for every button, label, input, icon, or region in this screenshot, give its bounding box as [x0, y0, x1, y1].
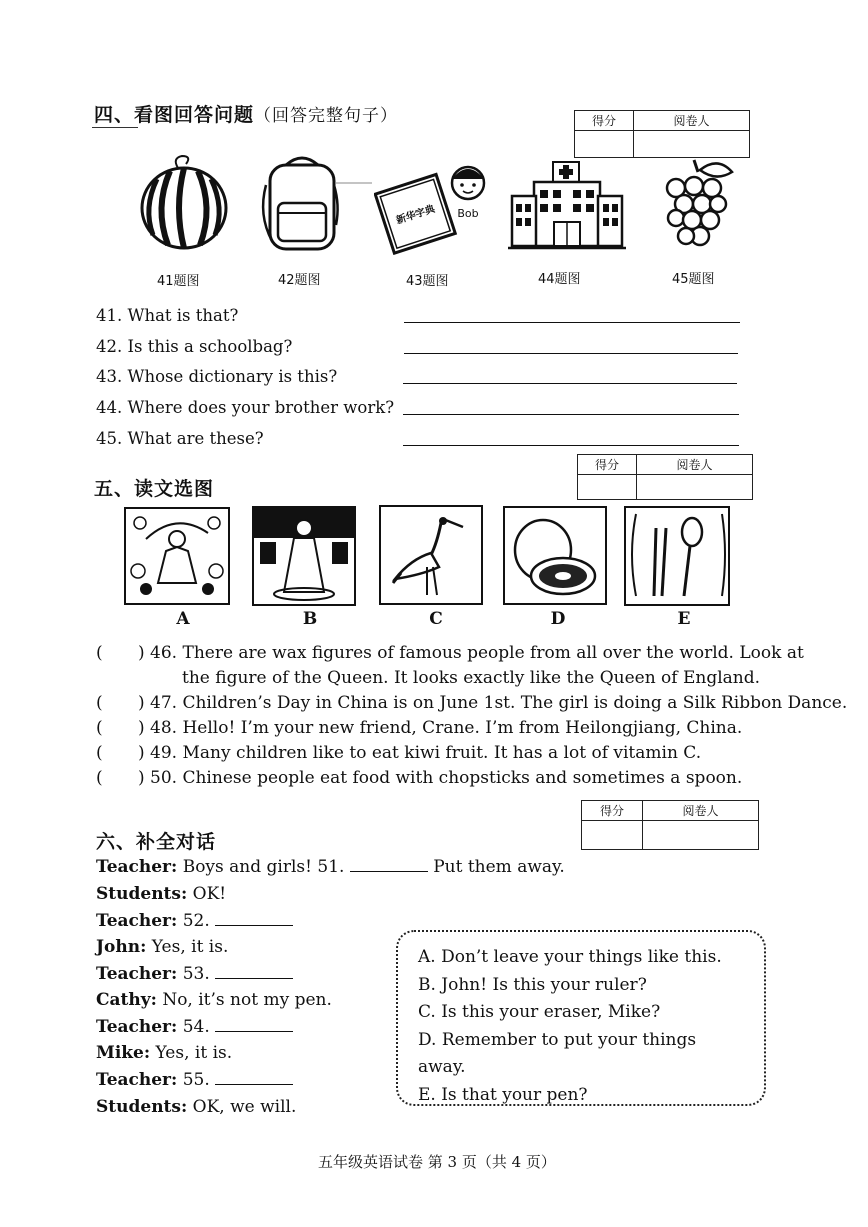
- score-label: 得分: [575, 111, 634, 131]
- blank-55[interactable]: [215, 1070, 293, 1085]
- dialogue-line-6: [96, 990, 332, 1010]
- watermelon-picture: [136, 152, 234, 252]
- dictionary-cover-text: 新华字典: [394, 203, 437, 227]
- item-46-paren[interactable]: (: [96, 643, 103, 663]
- answer-line-42[interactable]: [404, 353, 738, 354]
- item-50: ) 50. Chinese people eat food with chopsticks and sometimes a spoon.: [138, 768, 743, 788]
- answer-line-44[interactable]: [403, 414, 739, 415]
- item-48: ) 48. Hello! I’m your new friend, Crane. I’m from Heilongjiang, China.: [138, 718, 743, 738]
- grader-cell[interactable]: [637, 475, 753, 500]
- speaker: Teacher:: [96, 857, 178, 877]
- speaker: Teacher:: [96, 964, 178, 984]
- letter-d: D: [550, 609, 566, 629]
- blank-51[interactable]: [350, 857, 428, 872]
- option-b: B. John! Is this your ruler?: [418, 974, 647, 995]
- answer-line-41[interactable]: [404, 322, 740, 323]
- score-cell[interactable]: [575, 131, 634, 158]
- speaker: Students:: [96, 1097, 188, 1117]
- question-45: 45. What are these?: [96, 429, 264, 448]
- score-label: 得分: [582, 801, 643, 821]
- speaker: Cathy:: [96, 990, 157, 1010]
- bob-label: Bob: [457, 207, 479, 220]
- option-c: C. Is this your eraser, Mike?: [418, 1002, 661, 1022]
- grader-label: 阅卷人: [634, 111, 750, 131]
- speaker: Teacher:: [96, 1017, 178, 1037]
- letter-e: E: [677, 609, 691, 629]
- speaker: Teacher:: [96, 911, 178, 931]
- page-footer: 五年级英语试卷 第 3 页（共 4 页）: [318, 1153, 556, 1171]
- option-a: A. Don’t leave your things like this.: [418, 947, 722, 967]
- dialogue-line-8: [96, 1043, 232, 1063]
- dictionary-bob-picture: [374, 155, 494, 255]
- question-44: 44. Where does your brother work?: [96, 398, 395, 417]
- dialogue-line-3: [96, 911, 293, 931]
- picture-c-crane: [379, 505, 483, 605]
- caption-41: 41题图: [157, 274, 200, 289]
- picture-d-kiwi: [503, 506, 607, 605]
- question-43: 43. Whose dictionary is this?: [96, 367, 338, 386]
- line-text: 54.: [177, 1017, 216, 1037]
- ribbon-dance-icon: [126, 509, 228, 603]
- caption-44: 44题图: [538, 272, 581, 287]
- item-47: ) 47. Children’s Day in China is on June 1st. The girl is doing a Silk Ribbon Dance.: [138, 693, 848, 713]
- item-47-paren[interactable]: (: [96, 693, 103, 713]
- line-text: Yes, it is.: [146, 937, 229, 957]
- score-cell[interactable]: [578, 475, 637, 500]
- picture-a-ribbon-dance: [124, 507, 230, 605]
- section6-score-box: [581, 800, 759, 850]
- letter-b: B: [302, 609, 318, 629]
- wax-figure-icon: [254, 508, 354, 604]
- blank-54[interactable]: [215, 1017, 293, 1032]
- line-text: No, it’s not my pen.: [156, 990, 332, 1010]
- item-48-paren[interactable]: (: [96, 718, 103, 738]
- hospital-picture: [508, 160, 626, 252]
- option-e: E. Is that your pen?: [418, 1084, 588, 1105]
- letter-a: A: [176, 609, 190, 629]
- item-49: ) 49. Many children like to eat kiwi fruit. It has a lot of vitamin C.: [138, 743, 702, 763]
- dialogue-line-5: [96, 964, 293, 984]
- line-text: 55.: [177, 1070, 216, 1090]
- options-box: [396, 930, 766, 1106]
- section6-title: 六、补全对话: [96, 831, 217, 853]
- grader-label: 阅卷人: [637, 455, 753, 475]
- grader-label: 阅卷人: [643, 801, 759, 821]
- dialogue-line-4: [96, 937, 228, 957]
- line-text: OK!: [187, 884, 227, 904]
- speaker: Mike:: [96, 1043, 151, 1063]
- line-text: OK, we will.: [187, 1097, 297, 1117]
- section4-subtitle: （回答完整句子）: [254, 106, 399, 126]
- item-50-paren[interactable]: (: [96, 768, 103, 788]
- caption-43: 43题图: [406, 274, 449, 289]
- dialogue-line-2: [96, 884, 226, 904]
- speaker: Students:: [96, 884, 188, 904]
- section5-score-box: [577, 454, 753, 500]
- dialogue-line-7: [96, 1017, 293, 1037]
- speaker: Teacher:: [96, 1070, 178, 1090]
- line-text: 52.: [177, 911, 216, 931]
- question-42: 42. Is this a schoolbag?: [96, 337, 293, 356]
- section4-score-box: [574, 110, 750, 158]
- picture-e-chopsticks: [624, 506, 730, 606]
- schoolbag-picture: [256, 155, 376, 253]
- section4-underline: [92, 127, 138, 128]
- dialogue-line-9: [96, 1070, 293, 1090]
- question-41: 41. What is that?: [96, 306, 239, 325]
- option-d: D. Remember to put your things away.: [418, 1029, 697, 1077]
- caption-42: 42题图: [278, 273, 321, 288]
- speaker: John:: [96, 937, 147, 957]
- crane-icon: [381, 507, 481, 603]
- item-46-cont: the figure of the Queen. It looks exactly like the Queen of England.: [182, 668, 761, 688]
- letter-c: C: [429, 609, 443, 629]
- section5-title: 五、读文选图: [94, 478, 215, 500]
- dialogue-line-10: [96, 1097, 296, 1117]
- line-text: Yes, it is.: [150, 1043, 233, 1063]
- grader-cell[interactable]: [634, 131, 750, 158]
- blank-53[interactable]: [215, 964, 293, 979]
- blank-52[interactable]: [215, 911, 293, 926]
- grapes-picture: [662, 158, 738, 254]
- section4-title: [94, 100, 398, 127]
- caption-45: 45题图: [672, 272, 715, 287]
- line-text: 53.: [177, 964, 216, 984]
- score-label: 得分: [578, 455, 637, 475]
- line-text: Boys and girls! 51.: [177, 857, 350, 877]
- grader-cell[interactable]: [643, 821, 759, 850]
- item-49-paren[interactable]: (: [96, 743, 103, 763]
- section4-title-text: 四、看图回答问题: [94, 104, 255, 126]
- dialogue-line-1: [96, 857, 565, 877]
- answer-line-43[interactable]: [403, 383, 737, 384]
- kiwi-fruit-icon: [505, 508, 605, 603]
- line-text-after: Put them away.: [427, 857, 565, 877]
- score-cell[interactable]: [582, 821, 643, 850]
- item-46: ) 46. There are wax figures of famous people from all over the world. Look at: [138, 643, 804, 663]
- answer-line-45[interactable]: [403, 445, 739, 446]
- chopsticks-spoon-icon: [626, 508, 728, 604]
- picture-b-wax-queen: [252, 506, 356, 606]
